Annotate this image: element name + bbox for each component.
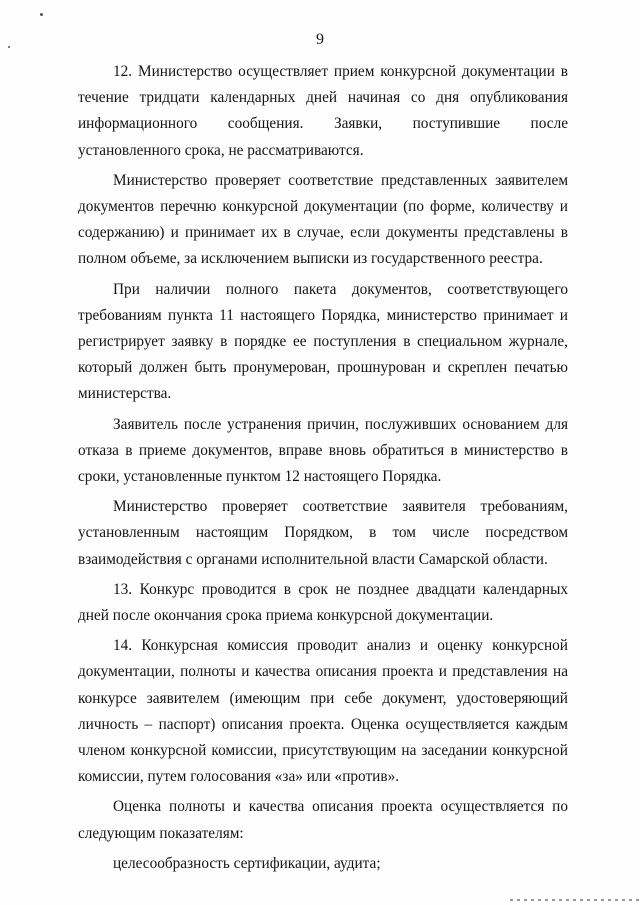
paragraph: Заявитель после устранения причин, послуживших основанием для отказа в приеме документов, вправе вновь обратиться в министерство в сроки, установленные пунктом 12 настоящего Порядка. — [78, 415, 568, 486]
paragraph: Министерство проверяет соответствие заявителя требованиям, установленным настоящим Порядком, в том числе посредством взаимодействия с органами исполнительной власти Самарской области. — [78, 498, 568, 568]
scan-speck — [40, 13, 43, 16]
paragraph: При наличии полного пакета документов, соответствующего требованиям пункта 11 настоящего Порядка, министерство принимает и регистрирует заявку в порядке ее поступления в специальном журнале, который должен быть пронумерован, прошнурован и скреплен печатью министерства. — [78, 280, 568, 403]
paragraph: целесообразность сертификации, аудита; — [113, 854, 381, 872]
scan-edge-mark — [510, 899, 640, 901]
paragraph: Оценка полноты и качества описания проекта осуществляется по следующим показателям: — [78, 798, 568, 842]
paragraph: Министерство проверяет соответствие представленных заявителем документов перечню конкурсной документации (по форме, количеству и содержанию) и принимает их в случае, если документы представлены в полном объеме, за исключением выписки из государственного реестра. — [78, 171, 568, 268]
page-number: 9 — [316, 31, 324, 48]
paragraph: 13. Конкурс проводится в срок не позднее двадцати календарных дней после окончания срока приема конкурсной документации. — [78, 580, 568, 625]
document-body — [78, 59, 568, 881]
paragraph: 14. Конкурсная комиссия проводит анализ и оценку конкурсной документации, полноты и качества описания проекта и представления на конкурсе заявителем (имеющим при себе документ, удостоверяющий личность – паспорт) описания проекта. Оценка осуществляется каждым членом конкурсной комиссии, присутствующим на заседании конкурсной комиссии, путем голосования «за» или «против». — [78, 637, 568, 786]
paragraph: 12. Министерство осуществляет прием конкурсной документации в течение тридцати календарных дней начиная со дня опубликования информационного сообщения. Заявки, поступившие после установленного срока, не рассматриваются. — [78, 63, 568, 159]
